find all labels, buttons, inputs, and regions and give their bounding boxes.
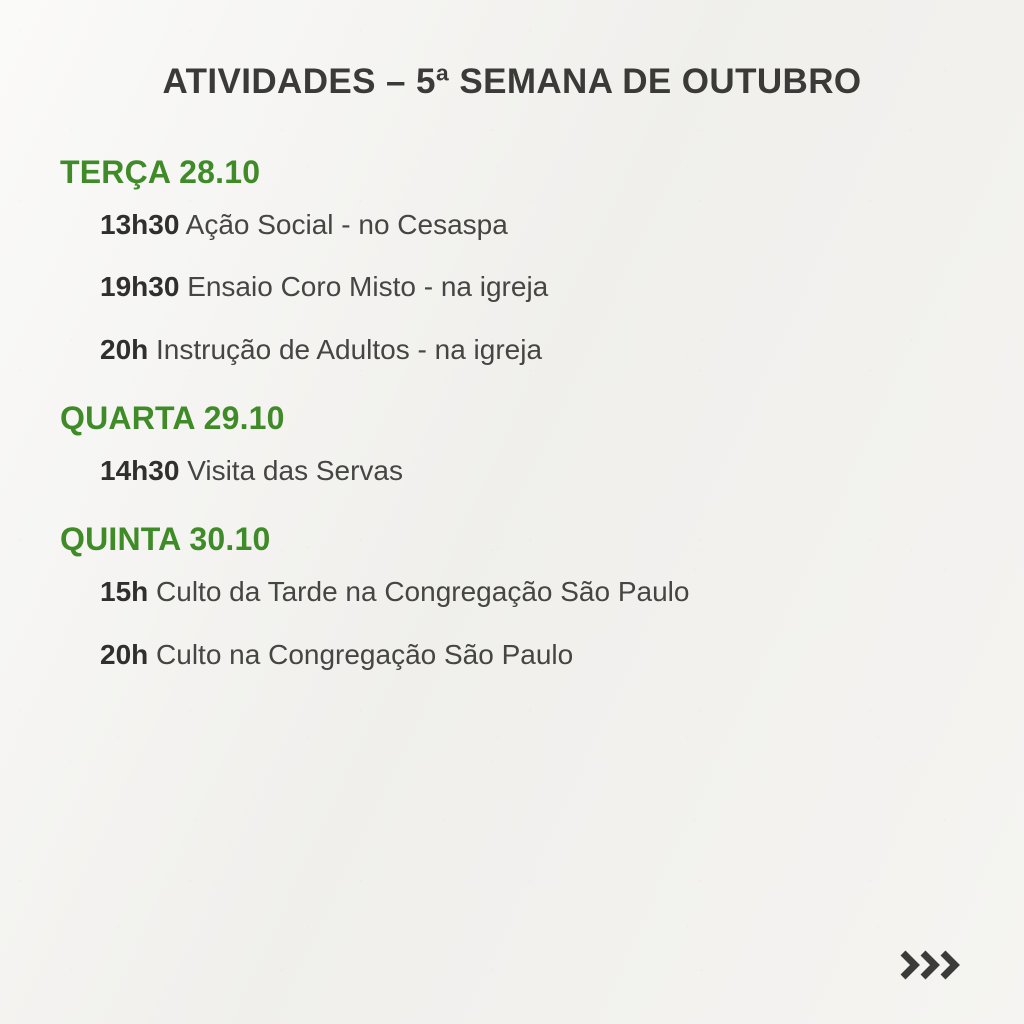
event-description: Visita das Servas bbox=[187, 455, 403, 487]
event-time: 20h bbox=[100, 333, 149, 365]
list-item bbox=[100, 207, 984, 243]
list-item bbox=[100, 453, 984, 489]
event-description: Culto na Congregação São Paulo bbox=[156, 638, 574, 670]
day-block bbox=[60, 152, 984, 368]
list-item bbox=[100, 637, 984, 673]
event-time: 19h30 bbox=[100, 271, 180, 303]
day-label: TERÇA 28.10 bbox=[60, 154, 261, 190]
chevrons-right-icon[interactable] bbox=[898, 948, 962, 982]
day-block bbox=[60, 519, 984, 673]
day-block bbox=[60, 398, 984, 489]
event-description: Culto da Tarde na Congregação São Paulo bbox=[156, 576, 690, 608]
schedule-list bbox=[60, 152, 984, 703]
event-time: 20h bbox=[100, 638, 149, 670]
event-time: 14h30 bbox=[100, 455, 180, 487]
event-time: 13h30 bbox=[100, 208, 180, 240]
event-description: Ensaio Coro Misto - na igreja bbox=[187, 271, 549, 303]
day-label: QUINTA 30.10 bbox=[60, 521, 271, 558]
page-title: ATIVIDADES – 5ª SEMANA DE OUTUBRO bbox=[162, 62, 862, 101]
event-description: Instrução de Adultos - na igreja bbox=[156, 333, 543, 365]
day-label: QUARTA 29.10 bbox=[60, 400, 285, 437]
list-item bbox=[100, 269, 984, 305]
event-time: 15h bbox=[100, 576, 149, 608]
list-item bbox=[100, 332, 984, 368]
event-description: Ação Social - no Cesaspa bbox=[185, 208, 508, 240]
list-item bbox=[100, 574, 984, 610]
